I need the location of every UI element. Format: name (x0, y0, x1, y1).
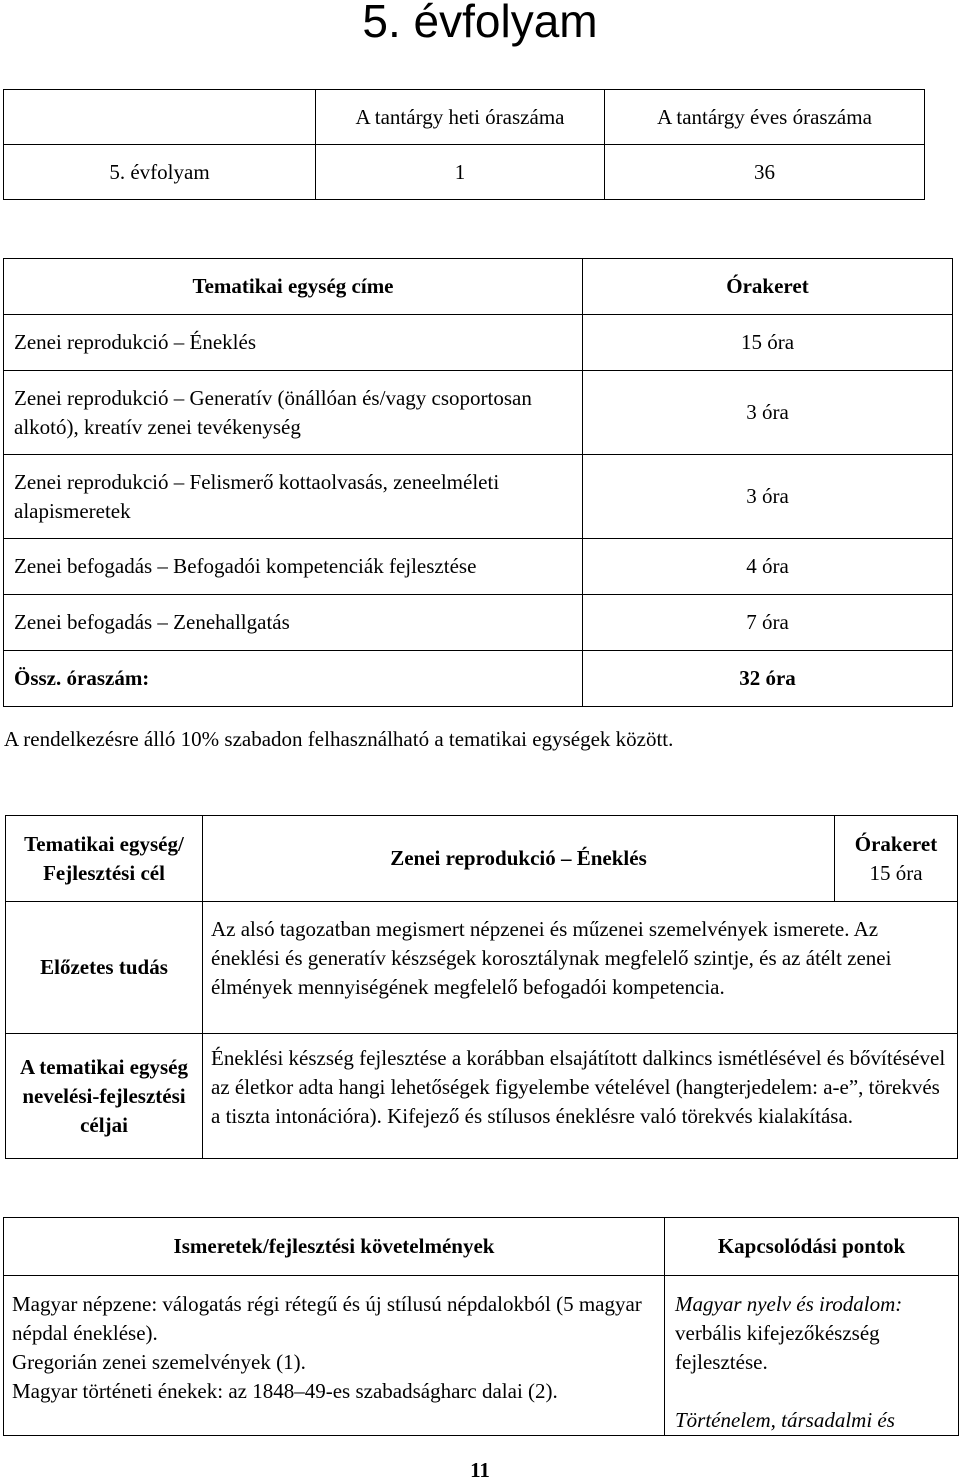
unit-row-title: Zenei befogadás – Zenehallgatás (4, 595, 583, 651)
unit-row-title: Zenei reprodukció – Éneklés (4, 315, 583, 371)
total-hours: 32 óra (583, 651, 953, 707)
requirement-item: Magyar népzene: válogatás régi rétegű és új stílusú népdalokból (5 magyar népdal éneklése). (12, 1292, 642, 1345)
connection-subject: Történelem, társadalmi és (675, 1408, 895, 1432)
unit-goal-label-text: Tematikai egység/ Fejlesztési cél (24, 831, 184, 885)
unit-row-hours: 4 óra (583, 539, 953, 595)
unit-goal-label (6, 816, 203, 902)
goals-label: A tematikai egység nevelési-fejlesztési céljai (6, 1034, 203, 1159)
unit-row-hours: 7 óra (583, 595, 953, 651)
requirements-cell (4, 1276, 665, 1436)
requirements-table (3, 1217, 959, 1436)
connection-text: verbális kifejezőkészség fejlesztése. (675, 1321, 880, 1374)
time-allocation-note: A rendelkezésre álló 10% szabadon felhasználható a tematikai egységek között. (4, 727, 674, 751)
requirement-item: Gregorián zenei szemelvények (1). (12, 1350, 306, 1374)
units-table (3, 258, 953, 707)
hours-table (3, 89, 925, 200)
yearly-hours-value: 36 (605, 145, 925, 200)
unit-hours-header: Órakeret (583, 259, 953, 315)
total-label: Össz. óraszám: (4, 651, 583, 707)
requirements-header: Ismeretek/fejlesztési követelmények (4, 1218, 665, 1276)
prior-knowledge-label: Előzetes tudás (6, 902, 203, 1034)
hours-label: Órakeret (854, 831, 938, 856)
unit-row-hours: 3 óra (583, 371, 953, 455)
unit-row-hours: 15 óra (583, 315, 953, 371)
goals-text: Éneklési készség fejlesztése a korábban elsajátított dalkincs ismétlésével és bővítésével az életkor adta hangi lehetőségek figyelembe vételével (hangterjedelem: a-e”, törekvés a tiszta intonációra). Kifejező és stílusos éneklésre való törekvés kialakítása. (203, 1034, 958, 1159)
connections-cell (665, 1276, 959, 1436)
grade-label: 5. évfolyam (4, 145, 316, 200)
unit-name: Zenei reprodukció – Éneklés (203, 816, 835, 902)
hours-value: 15 óra (869, 860, 923, 885)
connections-header: Kapcsolódási pontok (665, 1218, 959, 1276)
hours-table-empty-header (4, 90, 316, 145)
weekly-hours-header: A tantárgy heti óraszáma (316, 90, 605, 145)
unit-row-hours: 3 óra (583, 455, 953, 539)
prior-knowledge-text: Az alsó tagozatban megismert népzenei és műzenei szemelvények ismerete. Az éneklési és generatív készségek korosztálynak megfelelő szintje, és az átélt zenei élmények mennyiségének megfelelő befogadói kompetencia. (203, 902, 958, 1034)
unit-row-title: Zenei reprodukció – Felismerő kottaolvasás, zeneelméleti alapismeretek (4, 455, 583, 539)
yearly-hours-header: A tantárgy éves óraszáma (605, 90, 925, 145)
page-number: 11 (470, 1458, 490, 1482)
connection-subject: Magyar nyelv és irodalom: (675, 1292, 903, 1316)
requirement-item: Magyar történeti énekek: az 1848–49-es szabadságharc dalai (2). (12, 1379, 558, 1403)
unit-title-header: Tematikai egység címe (4, 259, 583, 315)
weekly-hours-value: 1 (316, 145, 605, 200)
page-title: 5. évfolyam (362, 0, 598, 47)
unit-detail-table (5, 815, 958, 1159)
unit-row-title: Zenei reprodukció – Generatív (önállóan és/vagy csoportosan alkotó), kreatív zenei tevékenység (4, 371, 583, 455)
unit-row-title: Zenei befogadás – Befogadói kompetenciák fejlesztése (4, 539, 583, 595)
unit-hours-cell (835, 816, 958, 902)
